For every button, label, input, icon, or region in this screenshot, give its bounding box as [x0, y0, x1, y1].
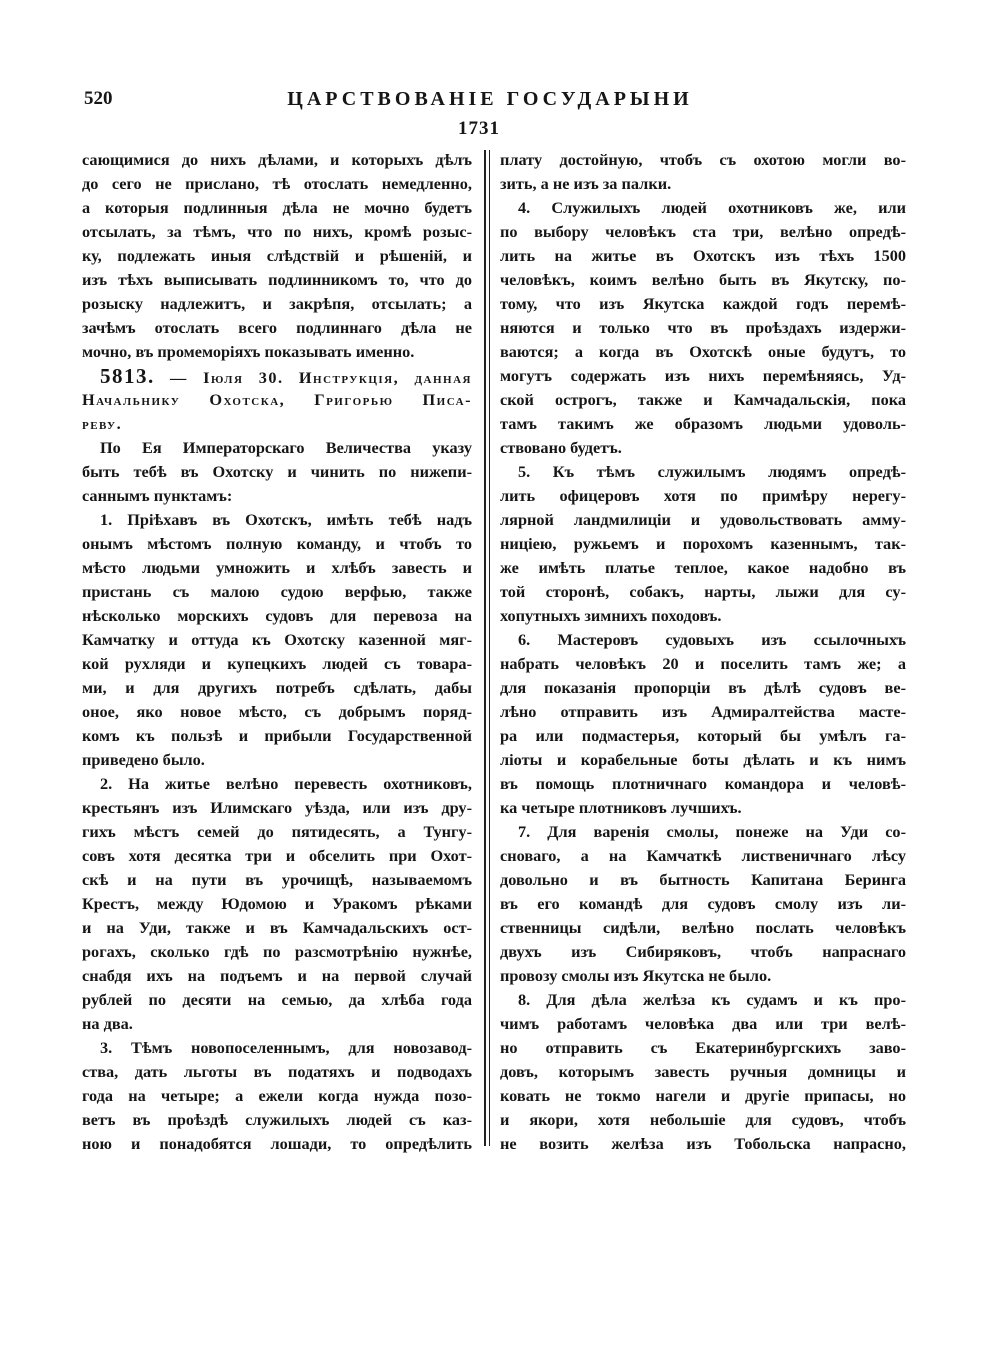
text-line: лярной ландмилиціи и удовольствовать амму- — [500, 510, 906, 529]
text-line: лить офицеровъ хотя по примѣру нерегу- — [500, 486, 906, 505]
text-line: ковать не токмо нагели и другіе припасы, но — [500, 1086, 906, 1105]
text-line: пристань съ малою судою верфью, также — [82, 582, 472, 601]
text-line: ку, подлежать иныя слѣдствій и рѣшеній, и — [82, 246, 472, 265]
text-line: комъ къ пользѣ и прибыли Государственной — [82, 726, 472, 745]
text-line: скѣ и на пути въ урочищѣ, называемомъ — [82, 870, 472, 889]
text-line: зить, а не изъ за палки. — [500, 174, 672, 193]
text-line: ниціею, ружьемъ и порохомъ казеннымъ, так- — [500, 534, 906, 553]
page-number: 520 — [84, 88, 113, 109]
text-line: по выбору человѣкъ ста три, велѣно опредѣ- — [500, 222, 906, 241]
text-line: провозу смолы изъ Якутска не было. — [500, 966, 772, 985]
text-line: ваются; а когда въ Охотскѣ оные будутъ, то — [500, 342, 906, 361]
text-line: изъ тѣхъ выписывать подлинникомъ то, что до — [82, 270, 472, 289]
text-line: плату достойную, чтобъ съ охотою могли во- — [500, 150, 906, 169]
year-heading: 1731 — [458, 118, 500, 139]
paragraph — [82, 772, 472, 1036]
text-line: розыску надлежитъ, и закрѣпя, отсылать; а — [82, 294, 472, 313]
text-line — [82, 364, 472, 388]
paragraph — [500, 460, 906, 628]
text-line: нѣсколько морскихъ судовъ для перевоза на — [82, 606, 472, 625]
text-line: ственницы сидѣли, велѣно послать человѣкъ — [500, 918, 906, 937]
text-line: человѣкъ, коимъ велѣно быть въ Якутску, по- — [500, 270, 906, 289]
text-line: ветъ въ проѣздѣ служилыхъ людей съ каз- — [82, 1110, 472, 1129]
text-line: 8. Для дѣла желѣза къ судамъ и къ про- — [518, 990, 906, 1009]
text-line: ка четыре плотниковъ лучшихъ. — [500, 798, 742, 817]
text-line: 3. Тѣмъ новопоселеннымъ, для новозавод- — [100, 1038, 472, 1057]
text-line: и якори, хотя небольшіе для судовъ, чтобъ — [500, 1110, 906, 1129]
text-line: мочно, въ промеморіяхъ показывать именно. — [82, 342, 415, 361]
heading-text: — Іюля 30. Инструкція, данная — [170, 368, 472, 387]
paragraph — [500, 820, 906, 988]
text-line: ра или подмастерья, который бы умѣлъ га- — [500, 726, 906, 745]
text-line: ства, дать льготы въ податяхъ и подводахъ — [82, 1062, 472, 1081]
text-line: а которыя подлинныя дѣла не мочно будетъ — [82, 198, 472, 217]
running-title: ЦАРСТВОВАНІЕ ГОСУДАРЫНИ — [287, 88, 693, 110]
text-line: двухъ изъ Сибиряковъ, чтобъ напраснаго — [500, 942, 906, 961]
text-line: сающимися до нихъ дѣлами, и которыхъ дѣлъ — [82, 150, 472, 169]
text-line: крестьянъ изъ Илимскаго уѣзда, или изъ дру- — [82, 798, 472, 817]
text-line: онымъ мѣстомъ полную команду, и чтобъ то — [82, 534, 472, 553]
text-line: 2. На житье велѣно перевесть охотниковъ, — [100, 774, 472, 793]
text-line: въ его командѣ для судовъ смолу изъ ли- — [500, 894, 906, 913]
text-line: приведено было. — [82, 750, 205, 769]
text-line: въ помощь плотничнаго командора и человѣ- — [500, 774, 906, 793]
text-line: кой рухляди и купецкихъ людей съ товара- — [82, 654, 472, 673]
text-line: но отправить съ Екатеринбургскихъ заво- — [500, 1038, 906, 1057]
text-line: Начальнику Охотска, Григорью Писа- — [82, 390, 472, 409]
text-line: быть тебѣ въ Охотску и чинить по нижепи- — [82, 462, 472, 481]
text-line: Камчатку и оттуда къ Охотску казенной мяг- — [82, 630, 472, 649]
text-line: гихъ мѣстъ семей до пятидесять, а Тунгу- — [82, 822, 472, 841]
text-line: тамъ такимъ же образомъ людьми удоволь- — [500, 414, 906, 433]
text-line: По Ея Императорскаго Величества указу — [100, 438, 472, 457]
text-line: ною и понадобятся лошади, то опредѣлить — [82, 1134, 472, 1153]
text-line: 4. Служилыхъ людей охотниковъ же, или — [518, 198, 906, 217]
text-line: могутъ содержать изъ нихъ перемѣняясь, Уд- — [500, 366, 906, 385]
text-line: не возить желѣза изъ Тобольска напрасно, — [500, 1134, 906, 1153]
text-line: рогахъ, сколько гдѣ по разсмотрѣнію нужнѣе, — [82, 942, 472, 961]
column-divider — [484, 150, 490, 1146]
text-line: 1. Пріѣхавъ въ Охотскъ, имѣть тебѣ надъ — [100, 510, 472, 529]
text-line: лѣно отправить изъ Адмиралтейства масте- — [500, 702, 906, 721]
text-line: рублей по десяти на семью, да хлѣба года — [82, 990, 472, 1009]
paragraph — [500, 148, 906, 196]
paragraph — [82, 148, 472, 364]
text-line: для показанія пропорціи въ дѣлѣ судовъ ве- — [500, 678, 906, 697]
text-line: до сего не прислано, тѣ отослать немедленно, — [82, 174, 472, 193]
text-line: зачѣмъ отослать всего подлиннаго дѣла не — [82, 318, 472, 337]
paragraph — [82, 436, 472, 508]
paragraph — [82, 1036, 472, 1156]
text-line: саннымъ пунктамъ: — [82, 486, 233, 505]
text-line: ми, и для другихъ потребъ сдѣлать, дабы — [82, 678, 472, 697]
text-line: отсылать, за тѣмъ, что по нихъ, кромѣ розыс- — [82, 222, 472, 241]
text-line: 7. Для варенія смолы, понеже на Уди со- — [518, 822, 906, 841]
text-line: сноваго, а на Камчаткѣ лиственичнаго лѣсу — [500, 846, 906, 865]
text-line: ліоты и корабельные боты дѣлать и къ нимъ — [500, 750, 906, 769]
document-number: 5813. — [100, 364, 155, 388]
text-line: хопутныхъ зимнихъ походовъ. — [500, 606, 722, 625]
left-column — [82, 148, 472, 1156]
text-line: 6. Мастеровъ судовыхъ изъ ссылочныхъ — [518, 630, 906, 649]
text-line: мѣсто людьми умножить и хлѣбъ завесть и — [82, 558, 472, 577]
text-line: няются и только что въ проѣздахъ издержи- — [500, 318, 906, 337]
paragraph — [82, 508, 472, 772]
right-column — [500, 148, 906, 1156]
text-line: снабдя ихъ на подъемъ и на первой случай — [82, 966, 472, 985]
text-line: тому, что изъ Якутска каждой годъ перемѣ- — [500, 294, 906, 313]
text-line: лить на житье въ Охотскъ изъ тѣхъ 1500 — [500, 246, 906, 265]
text-line: 5. Къ тѣмъ служилымъ людямъ опредѣ- — [518, 462, 906, 481]
text-line: и на Уди, также и въ Камчадальскихъ ост- — [82, 918, 472, 937]
paragraph — [500, 196, 906, 460]
text-line: довольно и въ бытность Капитана Беринга — [500, 870, 906, 889]
text-line: чимъ работамъ человѣка два или три велѣ- — [500, 1014, 906, 1033]
text-line: ской острогъ, также и Камчадальскія, пока — [500, 390, 906, 409]
text-line: реву. — [82, 414, 123, 433]
paragraph — [500, 628, 906, 820]
text-line: той сторонѣ, собакъ, нарты, лыжи для су- — [500, 582, 906, 601]
text-line: года на четыре; а ежели когда нужда позо- — [82, 1086, 472, 1105]
text-line: на два. — [82, 1014, 133, 1033]
text-line: совъ хотя десятка три и обселить при Охот- — [82, 846, 472, 865]
document-heading — [82, 364, 472, 436]
text-line: же имѣть платье теплое, какое надобно въ — [500, 558, 906, 577]
text-line: ствовано будетъ. — [500, 438, 622, 457]
text-line: набрать человѣкъ 20 и поселить тамъ же; а — [500, 654, 906, 673]
text-line: оное, яко новое мѣсто, съ добрымъ поряд- — [82, 702, 472, 721]
text-line: довъ, которымъ завесть ручныя домницы и — [500, 1062, 906, 1081]
text-line: Крестъ, между Юдомою и Уракомъ рѣками — [82, 894, 472, 913]
paragraph — [500, 988, 906, 1156]
